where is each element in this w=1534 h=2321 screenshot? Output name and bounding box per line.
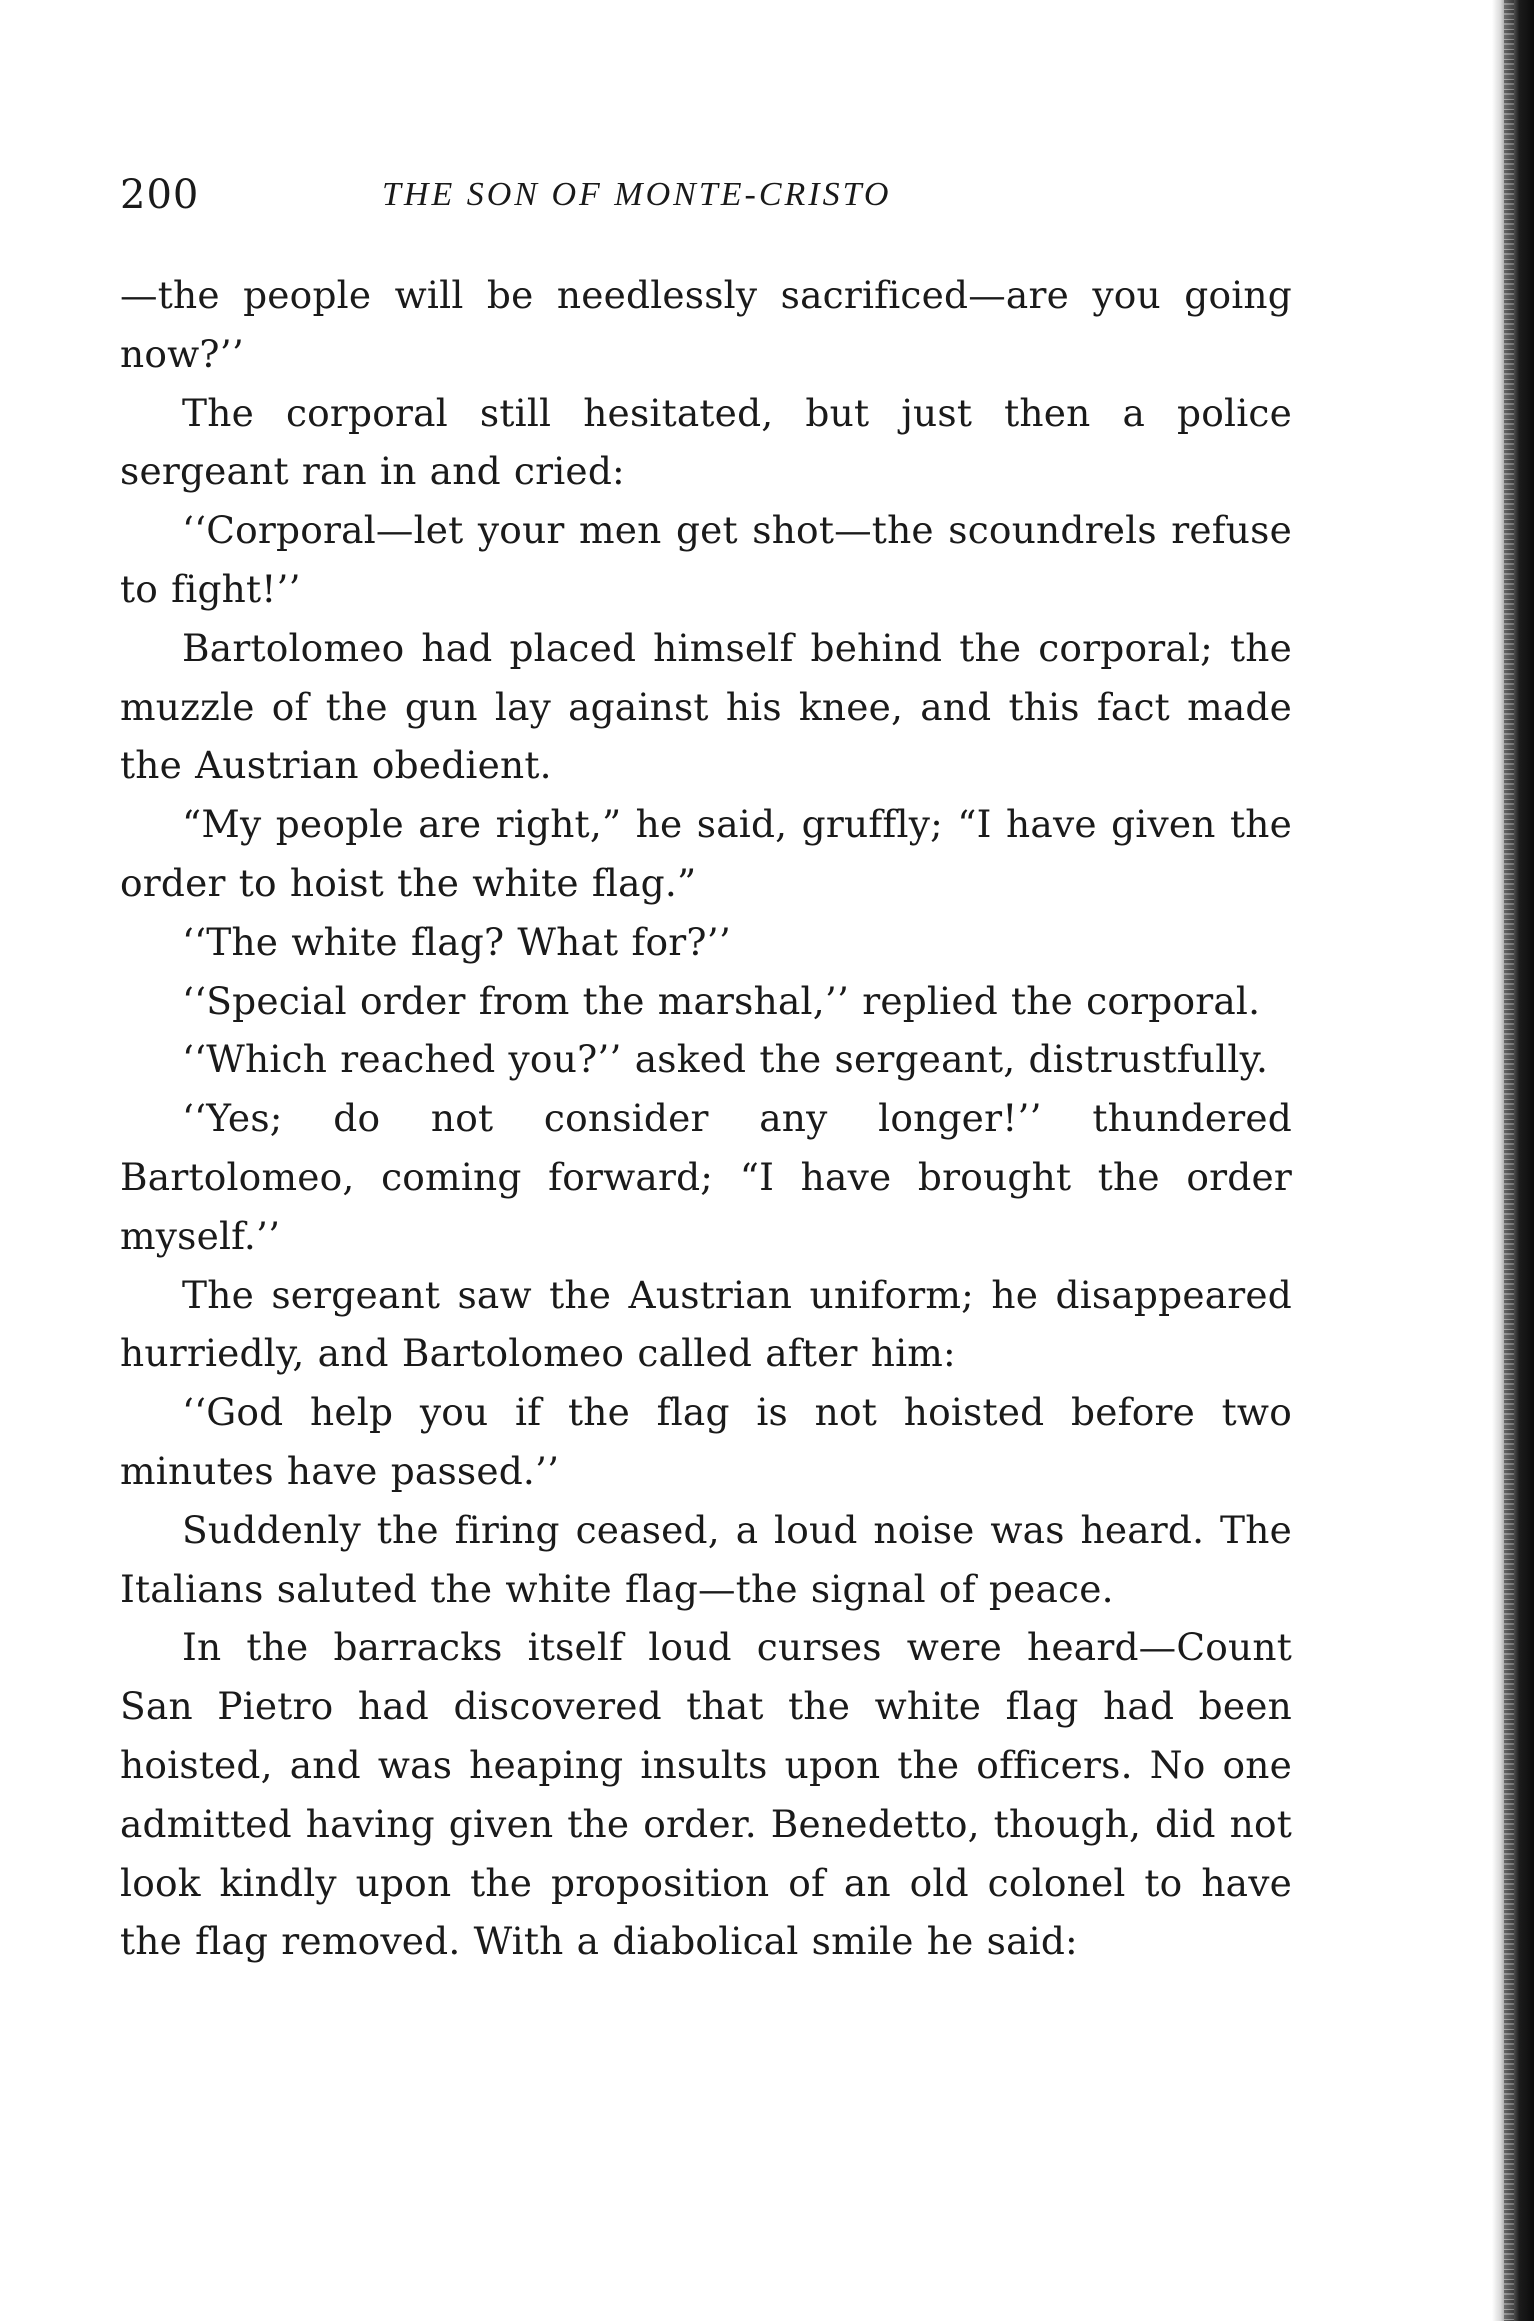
paragraph: ‘‘The white flag? What for?’’	[182, 919, 731, 964]
paragraph: ‘‘Special order from the marshal,’’ replied the corporal.	[182, 978, 1261, 1023]
page-number: 200	[120, 172, 200, 218]
paragraph: ‘‘Which reached you?’’ asked the sergeant, distrustfully.	[182, 1037, 1269, 1082]
paragraph: ‘‘Yes; do not consider any longer!’’ thundered Bartolomeo, coming forward; “I have brought the order myself.’’	[120, 1096, 1292, 1258]
paragraph: ‘‘God help you if the flag is not hoisted before two minutes have passed.’’	[120, 1390, 1292, 1493]
paragraph: In the barracks itself loud curses were heard—Count San Pietro had discovered that the white flag had been hoisted, and was heaping insults upon the officers. No one admitted having given the order. Benedetto, though, did not look kindly upon the proposition of an old colonel to have the flag removed. With a diabolical smile he said:	[120, 1625, 1292, 1964]
paragraph: ‘‘Corporal—let your men get shot—the scoundrels refuse to fight!’’	[120, 508, 1292, 611]
paragraph: “My people are right,” he said, gruffly; “I have given the order to hoist the white flag.”	[120, 802, 1292, 905]
page-edge-texture	[1504, 0, 1514, 2321]
paragraph: The sergeant saw the Austrian uniform; he disappeared hurriedly, and Bartolomeo called after him:	[120, 1272, 1292, 1376]
body-text	[120, 266, 1292, 1971]
paragraph: Bartolomeo had placed himself behind the corporal; the muzzle of the gun lay against his knee, and this fact made the Austrian obedient.	[120, 625, 1292, 788]
page-header	[120, 172, 1300, 232]
paragraph: The corporal still hesitated, but just then a police sergeant ran in and cried:	[120, 390, 1292, 494]
paragraph: —the people will be needlessly sacrificed—are you going now?’’	[120, 273, 1292, 376]
paragraph: Suddenly the firing ceased, a loud noise was heard. The Italians saluted the white flag—the signal of peace.	[120, 1507, 1292, 1611]
running-title: THE SON OF MONTE-CRISTO	[382, 176, 892, 213]
